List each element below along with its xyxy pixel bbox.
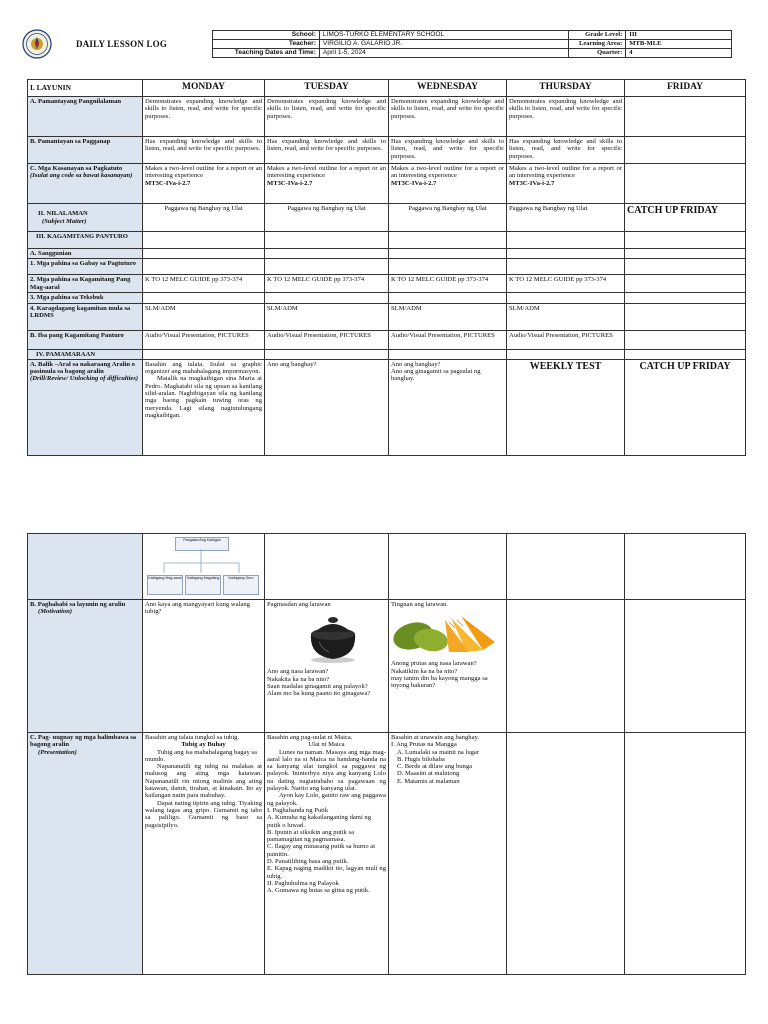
cell-text: A. Lumalaki sa mainit na lugar: [397, 748, 480, 756]
cell-empty: [625, 249, 746, 259]
cell-empty: [625, 232, 746, 249]
competency-code: MT3C-IVa-i-2.7: [391, 179, 437, 187]
cell-text: Basahin at unawain ang banghay.: [391, 734, 480, 741]
cell-empty: [625, 293, 746, 303]
balik-aral-label: A. Balik –Aral sa nakaraang Aralin o pasimula sa bagong aralin: [30, 360, 135, 376]
teacher-value: VIRGILIO A. GALARIO JR.: [319, 40, 568, 49]
cell-empty: [507, 600, 625, 733]
cell-empty: [507, 534, 625, 600]
row-label-iba-pang-kagamitan: B. Iba pang Kagamitang Panturo: [28, 330, 143, 349]
cell-text: Ano ang ginagamit sa pagsulat ng banghay.: [391, 368, 481, 383]
col-monday: MONDAY: [143, 80, 265, 97]
quarter-value: 4: [626, 49, 732, 58]
cell-graphic-organizer: [143, 534, 265, 600]
weekly-test-label: WEEKLY TEST: [507, 359, 625, 455]
cell-text: Anong prutas ang nasa larawan?: [391, 660, 477, 668]
cell-text: SLM/ADM: [389, 303, 507, 330]
cell-text: Ano ang nasa larawan?: [267, 668, 329, 676]
grade-level-label: Grade Level:: [569, 31, 626, 40]
passage-title: Tubig ay Buhay: [181, 741, 226, 749]
kasanayan-sublabel: (Isulat ang code sa bawat kasanayan): [30, 172, 133, 180]
cell-text: D. Panatilihing basa ang putik.: [267, 858, 349, 866]
row-label-pag-uugnay: [28, 733, 143, 975]
cell-empty: [507, 349, 625, 359]
cell-text: Ayon kay Lolo, ganito raw ang paggawa ng palayok.: [267, 792, 386, 807]
cell-empty: [625, 600, 746, 733]
cell-text: Pagmasdan ang larawan: [267, 601, 331, 608]
catch-up-friday-label: CATCH UP FRIDAY: [625, 204, 746, 232]
cell-text: Has expanding knowledge and skills to listen, read, and write for specific purposes.: [265, 137, 389, 164]
cell-empty: [625, 275, 746, 293]
cell-empty: [143, 249, 265, 259]
cell-pag-uugnay-monday: [143, 733, 265, 975]
cell-text: Has expanding knowledge and skills to listen, read, and write for specific purposes.: [143, 137, 265, 164]
cell-kasanayan: [507, 164, 625, 204]
competency-code: MT3C-IVa-i-2.7: [509, 179, 555, 187]
cell-text: Napananatili ng tubig na malakas at malusog ang ating mga katawan. Napananatili rin nitong malinis ang ating katawan, damit, tirahan, at kinakain. Ito ay kailangan natin para mabuhay.: [145, 763, 262, 800]
balik-aral-sublabel: (Drill/Review/ Unlocking of difficulties): [30, 375, 139, 383]
row-label-pamamaraan: IV. PAMAMARAAN: [28, 349, 143, 359]
cell-empty: [265, 249, 389, 259]
row-label-nilalaman: [28, 204, 143, 232]
row-label-kagamitang-pang-mag-aaral: 2. Mga pahina sa Kagamitang Pang Mag-aaral: [28, 275, 143, 293]
cell-text: Basahin ang pag-uulat ni Maica.: [267, 734, 353, 741]
cell-text: Demonstrates expanding knowledge and skills to listen, read, and write for specific purposes.: [265, 97, 389, 137]
cell-text: Demonstrates expanding knowledge and skills to listen, read, and write for specific purposes.: [507, 97, 625, 137]
cell-text: K TO 12 MELC GUIDE pp 373-374: [507, 275, 625, 293]
competency-code: MT3C-IVa-i-2.7: [145, 179, 191, 187]
cell-empty: [143, 259, 265, 275]
cell-empty: [625, 349, 746, 359]
cell-text: Basahin ang talata tungkol sa tubig.: [145, 734, 240, 741]
cell-text: SLM/ADM: [507, 303, 625, 330]
cell-text: Saan madalas ginagamit ang palayok?: [267, 682, 368, 690]
clay-pot-image: [303, 612, 363, 664]
cell-text: Ano ang banghay?: [265, 359, 389, 455]
cell-text: B. Ipunin at siksikin ang putik sa pamamagitan ng pagmamasa.: [267, 828, 354, 844]
cell-text: I. Paghahanda ng Putik: [267, 806, 329, 814]
cell-empty: [625, 97, 746, 137]
cell-text: SLM/ADM: [265, 303, 389, 330]
cell-text: Makes a two-level outline for a report or an interesting experience: [509, 165, 622, 180]
grade-level-value: III: [626, 31, 732, 40]
cell-empty: [265, 293, 389, 303]
paghahabi-label: B. Paghahabi sa layunin ng aralin: [30, 601, 126, 608]
quarter-label: Quarter:: [569, 49, 626, 58]
cell-text: I. Ang Prutas na Mangga: [391, 741, 457, 749]
passage-title: Ulat ni Maica: [308, 741, 345, 749]
cell-text: C. Berde at dilaw ang bunga: [397, 763, 473, 771]
cell-text: A. Kumuha ng kakailanganing dami ng putik o luwad.: [267, 814, 372, 829]
paghahabi-sublabel: (Motivation): [38, 608, 73, 616]
row-label-sanggunian: A. Sanggunian: [28, 249, 143, 259]
cell-text: Paggawa ng Banghay ng Ulat: [389, 204, 507, 232]
dates-label: Teaching Dates and Time:: [213, 49, 320, 58]
dates-value: April 1-5, 2024: [319, 49, 568, 58]
cell-text: D. Maasim at malutong: [397, 770, 460, 778]
row-label-kagamitang-panturo: III. KAGAMITANG PANTURO: [28, 232, 143, 249]
lesson-plan-table-2: [27, 533, 746, 975]
teacher-label: Teacher:: [213, 40, 320, 49]
cell-empty: [625, 733, 746, 975]
cell-text: may tanim din ba kayong mangga sa inyong bakuran?: [391, 674, 488, 690]
cell-text: Paggawa ng Banghay ng Ulat: [143, 204, 265, 232]
row-label-karagdagang-kagamitan: 4. Karagdagang kagamitan mula sa LRDMS: [28, 303, 143, 330]
cell-kasanayan: [143, 164, 265, 204]
cell-empty: [389, 534, 507, 600]
cell-text: Alam mo ba kung paano ito ginagawa?: [267, 690, 371, 698]
cell-empty: [625, 164, 746, 204]
organizer-box-3: Kaibigang Guro: [223, 575, 259, 595]
lesson-plan-table-1: [27, 79, 746, 456]
cell-empty: [625, 303, 746, 330]
cell-empty: [507, 232, 625, 249]
mango-fruit-image: [391, 612, 501, 656]
cell-empty: [389, 259, 507, 275]
cell-empty: [625, 137, 746, 164]
cell-text: C. Ilagay ang minasang putik sa hurno at painitin.: [267, 843, 376, 858]
cell-text: Nakatikim ka na ba nito?: [391, 667, 458, 675]
pag-uugnay-sublabel: (Presentation): [38, 748, 77, 756]
cell-text: Paggawa ng Banghay ng Ulat: [265, 204, 389, 232]
cell-empty: [143, 293, 265, 303]
cell-empty: [265, 259, 389, 275]
cell-text: Tubig ang isa mahahalagang bagay sa mundo.: [145, 748, 257, 763]
cell-empty: [265, 232, 389, 249]
nilalaman-label: II. NILALAMAN: [38, 210, 88, 218]
cell-empty: [507, 249, 625, 259]
cell-text: Has expanding knowledge and skills to listen, read, and write for specific purposes.: [389, 137, 507, 164]
col-friday: FRIDAY: [625, 80, 746, 97]
cell-empty: [265, 349, 389, 359]
cell-pag-uugnay-tuesday: [265, 733, 389, 975]
cell-text: Demonstrates expanding knowledge and skills to listen, read, and write for specific purposes.: [143, 97, 265, 137]
cell-text: Paggawa ng Banghay ng Ulat: [507, 204, 625, 232]
cell-kasanayan: [389, 164, 507, 204]
deped-seal-logo: [22, 29, 52, 59]
school-value: LIMOS-TURKO ELEMENTARY SCHOOL: [319, 31, 568, 40]
cell-text: Audio/Visual Presentation, PICTURES: [507, 330, 625, 349]
kasanayan-label: C. Mga Kasanayan sa Pagkatuto: [30, 165, 123, 172]
cell-text: SLM/ADM: [143, 303, 265, 330]
cell-text: Makes a two-level outline for a report or an interesting experience: [267, 165, 386, 180]
organizer-title-box: Pangalan/Ang Kaibigan: [175, 537, 229, 551]
cell-text: Ano ang banghay?: [391, 360, 441, 368]
cell-text: B. Hugis bilohaba: [397, 755, 445, 763]
cell-empty-label: [28, 534, 143, 600]
cell-kasanayan: [265, 164, 389, 204]
cell-text: Dapat nating tipirin ang tubig. Tiyaking walang tagas ang gripo. Gumamit ng tabo sa paliligo. Gumamit ng baso sa pagsisipilyo.: [145, 799, 262, 829]
competency-code: MT3C-IVa-i-2.7: [267, 179, 313, 187]
cell-empty: [143, 232, 265, 249]
cell-text: Demonstrates expanding knowledge and skills to listen, read, and write for specific purposes.: [389, 97, 507, 137]
organizer-box-1: Kaibigang Mag-aaral: [147, 575, 183, 595]
cell-text: Matalik na magkaibigan sina Maria at Pedro. Magkatabi sila ng upuan sa kanilang silid-aralan. Nagbibigayan sila ng kanilang mga baong pagkain tuwing oras ng meryenda. Lagi silang nagtutulungang magkaibigan.: [145, 375, 262, 419]
cell-text: E. Kapag naging madikit ito, lagyan muli ng tubig.: [267, 865, 386, 880]
col-thursday: THURSDAY: [507, 80, 625, 97]
nilalaman-sublabel: (Subject Matter): [42, 217, 87, 225]
cell-empty: [625, 259, 746, 275]
cell-text: A. Gumawa ng butas sa gitna ng putik.: [267, 887, 370, 895]
cell-text: Lunes na naman. Masaya ang mga mag-aaral lalo na si Maica na handang-handa na sa kanyang ulat tungkol sa paggawa ng palayok. Ininterbyu niya ang kanyang Lolo na dating nagtatrabaho sa pagawaan ng palayok. Narito ang kanyang ulat.: [267, 748, 386, 793]
cell-empty: [389, 232, 507, 249]
cell-text: Audio/Visual Presentation, PICTURES: [143, 330, 265, 349]
cell-empty: [265, 534, 389, 600]
cell-text: Makes a two-level outline for a report or an interesting experience: [391, 165, 504, 180]
cell-text: K TO 12 MELC GUIDE pp 373-374: [265, 275, 389, 293]
cell-text: Tingnan ang larawan.: [391, 601, 449, 608]
header-info-table: [212, 30, 732, 58]
cell-text: K TO 12 MELC GUIDE pp 373-374: [143, 275, 265, 293]
cell-text: Ano kaya ang mangyayari kung walang tubig?: [143, 600, 265, 733]
row-label-kasanayan: [28, 164, 143, 204]
cell-text: Makes a two-level outline for a report or an interesting experience: [145, 165, 262, 180]
cell-empty: [389, 293, 507, 303]
learning-area-label: Learning Area:: [569, 40, 626, 49]
cell-empty: [625, 330, 746, 349]
cell-empty: [507, 259, 625, 275]
learning-area-value: MTB-MLE: [626, 40, 732, 49]
row-label-pamantayan-sa-pagganap: B. Pamantayan sa Pagganap: [28, 137, 143, 164]
row-label-paghahabi: [28, 600, 143, 733]
organizer-connector-lines: [147, 549, 257, 573]
cell-text: E. Matamis at malaman: [397, 777, 460, 785]
document-title: DAILY LESSON LOG: [76, 39, 168, 49]
row-label-teksbuk: 3. Mga pahina sa Teksbuk: [28, 293, 143, 303]
cell-text: Nakakita ka na ba nito?: [267, 675, 330, 683]
cell-paghahabi-wednesday: [389, 600, 507, 733]
row-label-balik-aral: [28, 359, 143, 455]
cell-pag-uugnay-wednesday: [389, 733, 507, 975]
cell-text: Basahin ang talata. Isulat sa graphic organizer ang mahahalagang impormasyon.: [145, 360, 262, 376]
cell-paghahabi-tuesday: [265, 600, 389, 733]
cell-empty: [507, 733, 625, 975]
cell-empty: [389, 249, 507, 259]
row-label-pamantayang-pangnilalaman: A. Pamantayang Pangnilalaman: [28, 97, 143, 137]
school-label: School:: [213, 31, 320, 40]
col-tuesday: TUESDAY: [265, 80, 389, 97]
col-layunin: I. LAYUNIN: [28, 80, 143, 97]
cell-text: Audio/Visual Presentation, PICTURES: [265, 330, 389, 349]
cell-empty: [625, 534, 746, 600]
cell-text: II. Paghuhulma ng Palayok: [267, 879, 339, 887]
col-wednesday: WEDNESDAY: [389, 80, 507, 97]
graphic-organizer: [147, 535, 257, 597]
cell-empty: [389, 349, 507, 359]
pag-uugnay-label: C. Pag- uugnay ng mga halimbawa sa bagong aralin: [30, 734, 137, 749]
cell-text: Has expanding knowledge and skills to listen, read, and write for specific purposes.: [507, 137, 625, 164]
cell-balik-aral-monday: [143, 359, 265, 455]
cell-text: K TO 12 MELC GUIDE pp 373-374: [389, 275, 507, 293]
organizer-box-2: Kaibigang Magulang: [185, 575, 221, 595]
catch-up-friday-label: CATCH UP FRIDAY: [625, 359, 746, 455]
cell-text: Audio/Visual Presentation, PICTURES: [389, 330, 507, 349]
cell-empty: [143, 349, 265, 359]
row-label-gabay-sa-pagtuturo: 1. Mga pahina sa Gabay sa Pagtuturo: [28, 259, 143, 275]
cell-empty: [507, 293, 625, 303]
cell-balik-aral-wednesday: [389, 359, 507, 455]
